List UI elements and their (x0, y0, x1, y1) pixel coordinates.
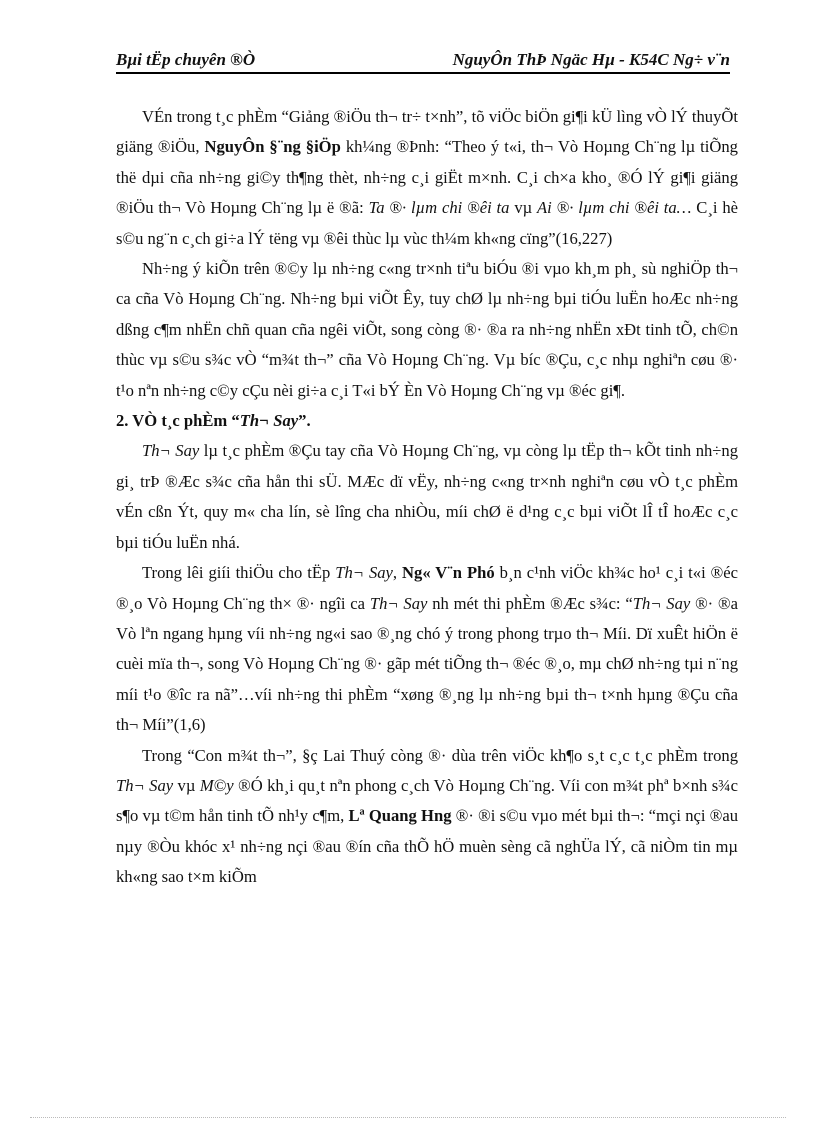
paragraph-ngo-van-phu: Trong lêi giíi thiÖu cho tËp Th¬ Say, Ng« V¨n Phó b¸n c¹nh viÖc kh¾c ho¹ c¸i t«i ®éc ®¸o Vò Hoµng Ch¨ng th× ®· ngîi ca Th¬ Say nh mét thi phÈm ®Æc s¾c: “Th¬ Say ®· ®a Vò lªn ngang hµng víi nh÷ng ng«i sao ®¸ng chó ý trong phong trµo th¬ Míi. Dï xuÊt hiÖn ë cuèi mïa th¬, song Vò Hoµng Ch¨ng ®· gãp mét tiÕng th¬ ®éc ®¸o, mµ chØ nh÷ng tµi n¨ng míi t¹o ®îc ra nã”…víi nh÷ng thi phÈm “xøng ®¸ng lµ nh÷ng bµi th¬ t×nh hµng ®Çu cña th¬ Míi”(1,6) (116, 563, 739, 735)
page-header (116, 48, 730, 74)
header-author: NguyÔn ThÞ Ngäc Hµ - K54C Ng÷ v¨n (452, 50, 730, 69)
paragraph-nguyen-dang-diep: VÉn trong t¸c phÈm “Giảng ®iÖu th¬ tr÷ t×nh”, tõ viÖc biÖn gi¶i kÜ lìng vÒ lÝ thuyÕt giäng ®iÖu, NguyÔn §¨ng §iÖp kh¼ng ®Þnh: “Theo ý t«i, th¬ Vò Hoµng Ch¨ng lµ tiÕng thë dµi cña nh÷ng gi©y th¶ng thèt, nh÷ng c¸i giËt m×nh. C¸i ch×a kho¸ ®Ó lÝ gi¶i giäng ®iÖu th¬ Vò Hoµng Ch¨ng lµ ë ®ã: Ta ®· lµm chi ®êi ta vµ Ai ®· lµm chi ®êi ta… C¸i hè s©u ng¨n c¸ch gi÷a lÝ tëng vµ ®êi thùc lµ vùc th¼m kh«ng cïng”(16,227) (116, 107, 738, 248)
paragraph-summary: Nh÷ng ý kiÕn trên ®©y lµ nh÷ng c«ng tr×nh tiªu biÓu ®i vµo kh¸m ph¸ sù nghiÖp th¬ ca cña Vò Hoµng Ch¨ng. Nh÷ng bµi viÕt Êy, tuy chØ lµ nh÷ng bµi tiÓu luËn hoÆc nh÷ng dßng c¶m nhËn chñ quan cña ngêi viÕt, song còng ®· ®a ra nh÷ng nhËn xÐt tinh tÕ, ch©n thùc vµ s©u s¾c vÒ “m¾t th¬” cña Vò Hoµng Ch¨ng. Vµ bíc ®Çu, c¸c nhµ nghiªn cøu ®· t¹o nªn nh÷ng c©y cÇu nèi gi÷a c¸i T«i bÝ Èn Vò Hoµng Ch¨ng vµ ®éc gi¶. (116, 259, 738, 400)
document-body (116, 102, 738, 893)
paragraph-tho-say: Th¬ Say lµ t¸c phÈm ®Çu tay cña Vò Hoµng Ch¨ng, vµ còng lµ tËp th¬ kÕt tinh nh÷ng gi¸ trÞ ®Æc s¾c cña hån thi sÜ. MÆc dï vËy, nh÷ng c«ng tr×nh nghiªn cøu vÒ t¸c phÈm vÉn cßn Ýt, quy m« cha lín, sè lîng cha nhiÒu, míi chØ ë d¹ng c¸c bµi viÕt lÎ tÎ hoÆc c¸c bµi tiÓu luËn nhá. (116, 441, 738, 552)
section-heading: 2. VÒ t¸c phÈm “Th¬ Say”. (116, 411, 311, 431)
paragraph-do-lai-thuy: Trong “Con m¾t th¬”, §ç Lai Thuý còng ®· dùa trên viÖc kh¶o s¸t c¸c t¸c phÈm trong Th¬ Say vµ M©y ®Ó kh¸i qu¸t nªn phong c¸ch Vò Hoµng Ch¨ng. Víi con m¾t phª b×nh s¾c s¶o vµ t©m hån tinh tÕ nh¹y c¶m, Lª Quang Hng ®· ®i s©u vµo mét bµi th¬: “mçi nçi ®au nµy ®Òu khóc x¹ nh÷ng nçi ®au ®ín cña thÕ hÖ muèn sèng cã nghÜa lÝ, cã niÒm tin mµ kh«ng sao t×m kiÕm (116, 745, 738, 887)
header-course-title: Bµi tËp chuyên ®Ò (116, 50, 256, 69)
page-bottom-divider (30, 1117, 786, 1118)
